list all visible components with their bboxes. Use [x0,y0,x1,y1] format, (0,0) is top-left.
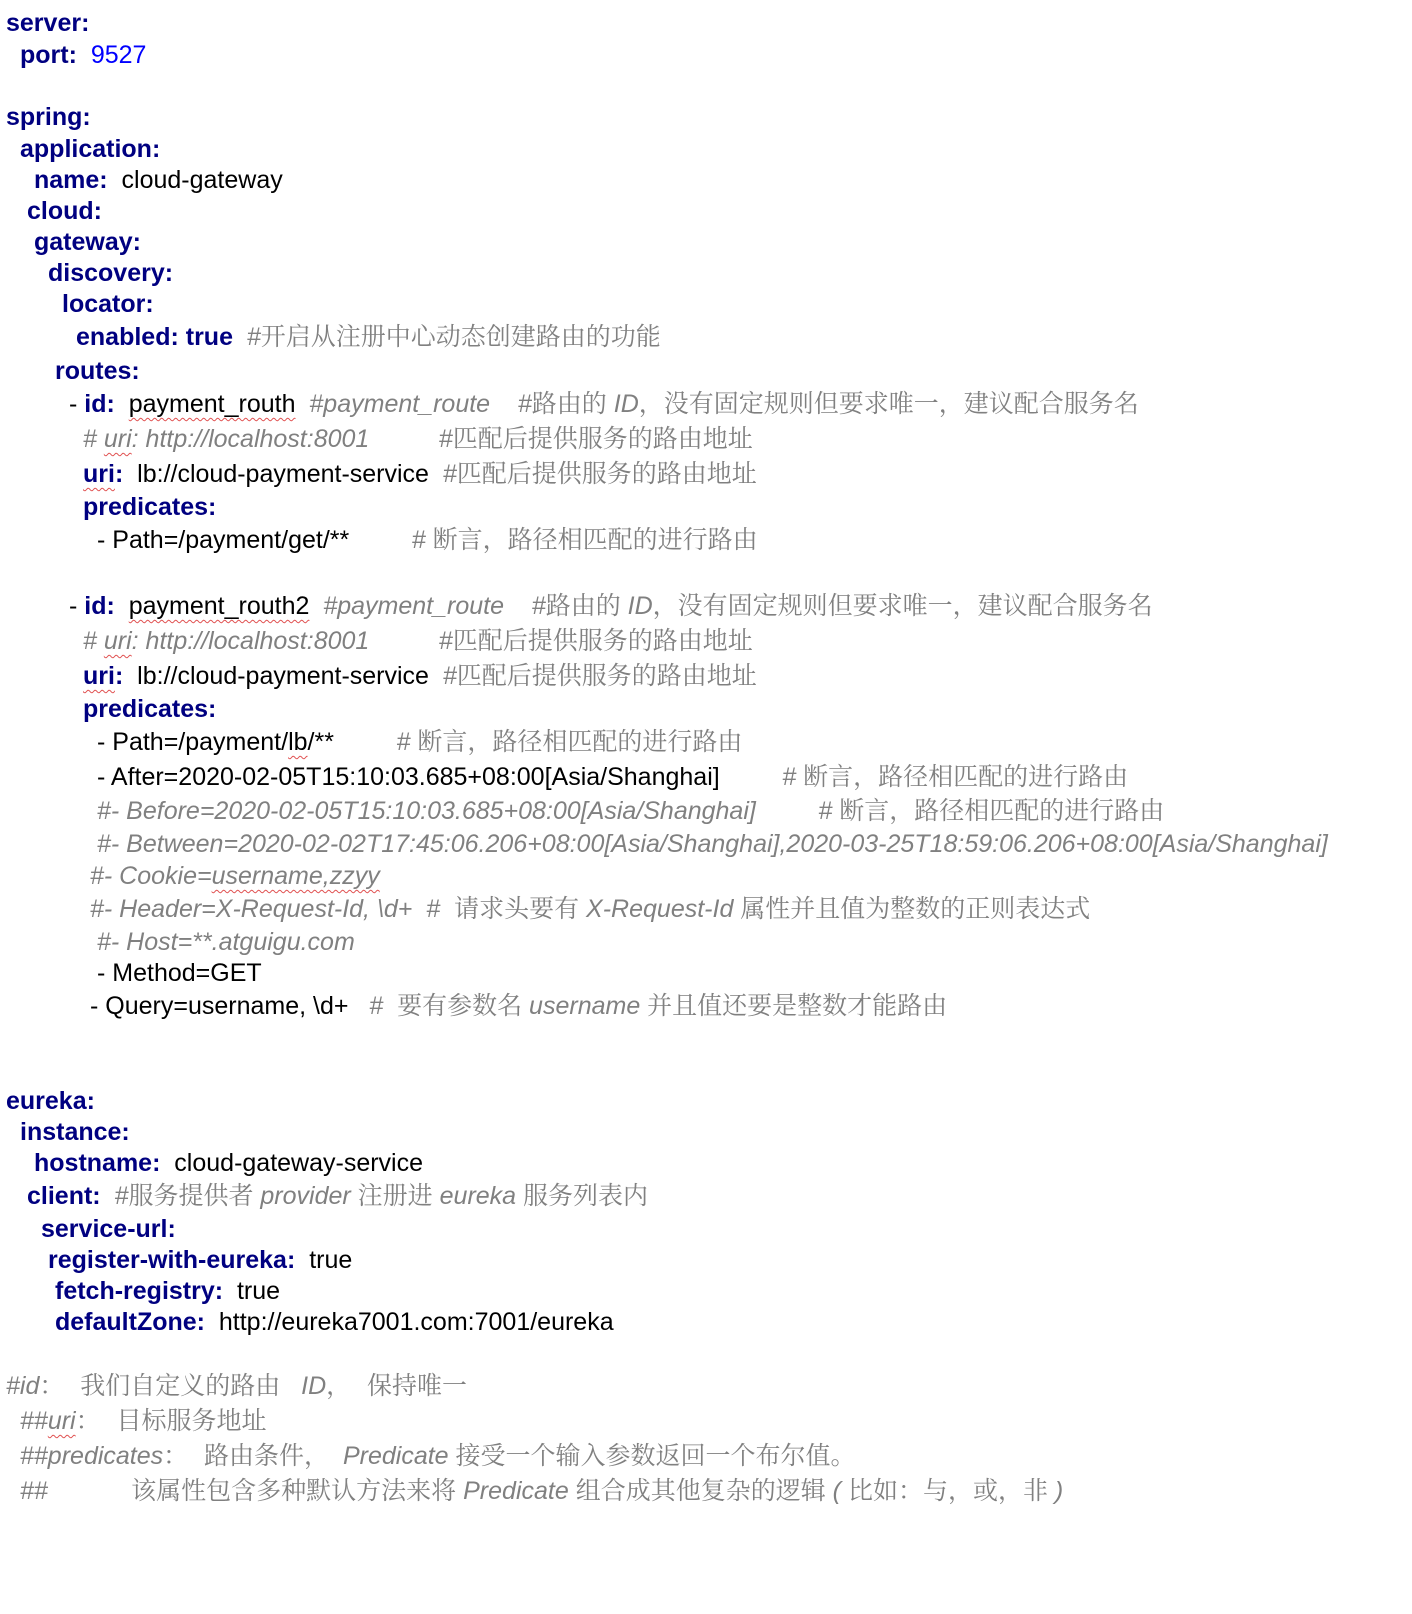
yaml-comment: 组合成其他复杂的逻辑 [575,1476,826,1505]
yaml-value [115,390,129,418]
yaml-value [77,41,91,69]
yaml-comment: #payment_route # [295,390,532,418]
code-line [0,227,141,257]
yaml-comment: ， 保持唯一 [326,1371,468,1400]
code-line [0,1117,130,1147]
yaml-value: cloud-gateway [107,166,283,194]
yaml-key: locator: [62,290,154,318]
code-line [0,991,947,1021]
yaml-comment: # [83,425,104,453]
yaml-key: service-url: [41,1215,176,1243]
yaml-comment: 断言，路径相匹配的进行路由 [417,727,743,756]
yaml-key: port: [20,41,77,69]
code-line [0,829,1328,859]
yaml-comment: ID [606,390,639,418]
yaml-comment: ： 我们自定义的路由 [39,1371,281,1400]
yaml-comment: 注册进 [357,1181,433,1210]
yaml-key: register-with-eureka: [48,1246,296,1274]
code-line [0,322,661,352]
yaml-comment: ## [20,1477,132,1505]
yaml-value: payment_routh [128,390,296,418]
yaml-comment: #- Header=X-Request-Id, \d+ # [90,895,455,923]
code-line [0,492,216,522]
yaml-key: id: [84,390,115,418]
code-line [0,424,753,454]
yaml-comment: 匹配后提供服务的路由地址 [452,626,753,655]
code-line [0,1214,176,1244]
code-line [0,661,757,691]
code-line [0,102,91,132]
yaml-value: lb [288,728,308,756]
yaml-comment: 接受一个输入参数返回一个布尔值。 [455,1441,856,1470]
yaml-comment: : http://localhost:8001 # [131,627,453,655]
yaml-comment: 匹配后提供服务的路由地址 [452,424,753,453]
yaml-value: - [69,592,85,620]
yaml-key: hostname: [34,1149,161,1177]
yaml-value: - Method=GET [97,959,262,987]
code-line [0,861,380,891]
yaml-key: cloud: [27,197,102,225]
yaml-comment: uri [103,425,132,453]
yaml-key: : [114,662,124,690]
code-line [0,1148,423,1178]
yaml-key: server: [6,9,90,37]
yaml-comment: # [369,992,398,1020]
code-line [0,356,140,386]
yaml-comment: : http://localhost:8001 # [131,425,453,453]
yaml-comment: 匹配后提供服务的路由地址 [456,459,757,488]
yaml-value: lb://cloud-payment-service [123,662,443,690]
yaml-comment: 属性并且值为整数的正则表达式 [740,894,1091,923]
yaml-comment: 并且值还要是整数才能路由 [647,991,948,1020]
code-line [0,525,758,555]
yaml-comment: # [782,763,804,791]
yaml-value: lb://cloud-payment-service [123,460,443,488]
yaml-value: http://eureka7001.com:7001/eureka [205,1308,614,1336]
yaml-key: discovery: [48,259,174,287]
yaml-comment: ( [825,1477,848,1505]
yaml-comment: ID [280,1372,327,1400]
yaml-comment: 比如：与，或，非 [847,1476,1048,1505]
yaml-value: true [295,1246,353,1274]
code-line [0,1181,648,1211]
yaml-comment: #- Between=2020-02-02T17:45:06.206+08:00[Asia/Shanghai],2020-03-25T18:59:06.206+08:00[Asia/Shanghai] [97,830,1328,858]
yaml-comment: ##predicates [20,1442,164,1470]
yaml-comment: 路由的 [531,389,607,418]
code-line [0,1086,95,1116]
code-line [0,626,753,656]
yaml-value: cloud-gateway-service [160,1149,424,1177]
yaml-key: uri [83,460,115,488]
yaml-comment: ，没有固定规则但要求唯一，建议配合服务名 [638,389,1139,418]
yaml-comment: # [114,1182,129,1210]
yaml-key: instance: [20,1118,130,1146]
yaml-comment: provider [253,1182,358,1210]
code-line [0,727,742,757]
yaml-comment: ) [1047,1477,1064,1505]
code-line [0,1245,352,1275]
yaml-key: predicates: [83,493,217,521]
code-line [0,958,262,988]
yaml-comment: ## [20,1407,48,1435]
yaml-comment: X-Request-Id [579,895,741,923]
code-line [0,134,160,164]
yaml-comment: 路由的 [545,591,621,620]
yaml-value [233,323,247,351]
yaml-key: gateway: [34,228,141,256]
yaml-key: fetch-registry: [55,1277,224,1305]
yaml-comment: 断言，路径相匹配的进行路由 [803,762,1129,791]
yaml-comment: # [442,460,457,488]
yaml-key: application: [20,135,161,163]
yaml-comment: 断言，路径相匹配的进行路由 [839,796,1165,825]
code-line [0,927,355,957]
yaml-comment: uri [47,1407,76,1435]
yaml-comment: # [246,323,261,351]
yaml-comment: ： 路由条件， [163,1441,330,1470]
yaml-value: 9527 [90,41,147,69]
yaml-comment: #payment_route # [309,592,546,620]
code-line [0,258,173,288]
yaml-value [115,592,129,620]
yaml-comment: ，没有固定规则但要求唯一，建议配合服务名 [652,591,1153,620]
code-line [0,694,216,724]
code-line [0,894,1090,924]
code-line [0,1406,267,1436]
yaml-comment: 服务列表内 [523,1181,649,1210]
yaml-value: - Path=/payment/get/** [97,526,412,554]
yaml-comment: 服务提供者 [128,1181,254,1210]
yaml-comment: Predicate [329,1442,456,1470]
yaml-comment: # [396,728,418,756]
yaml-comment: 开启从注册中心动态创建路由的功能 [260,322,661,351]
yaml-value: payment_routh2 [128,592,310,620]
yaml-key: uri [83,662,115,690]
code-line [0,591,1153,621]
code-line [0,796,1164,826]
yaml-comment: # [442,662,457,690]
code-line [0,1371,467,1401]
yaml-comment: username [522,992,648,1020]
yaml-comment: ： 目标服务地址 [75,1406,267,1435]
yaml-comment: Predicate [456,1477,576,1505]
yaml-key: defaultZone: [55,1308,205,1336]
yaml-comment: # [411,526,433,554]
code-line [0,40,146,70]
code-line [0,389,1139,419]
yaml-comment: ID [620,592,653,620]
yaml-comment: #- Before=2020-02-05T15:10:03.685+08:00[Asia/Shanghai] # [97,797,840,825]
code-line [0,762,1128,792]
yaml-key: enabled: true [76,323,233,351]
yaml-comment: uri [103,627,132,655]
yaml-key: spring: [6,103,91,131]
code-line [0,459,757,489]
yaml-key: client: [27,1182,101,1210]
yaml-key: name: [34,166,108,194]
code-line [0,1476,1063,1506]
code-line [0,1276,280,1306]
yaml-comment: username,zzyy [211,862,380,890]
yaml-value: - Path=/payment/ [97,728,289,756]
yaml-comment: 断言，路径相匹配的进行路由 [432,525,758,554]
yaml-comment: 匹配后提供服务的路由地址 [456,661,757,690]
yaml-key: routes: [55,357,140,385]
yaml-key: id: [84,592,115,620]
code-line [0,1441,856,1471]
yaml-value: /** [307,728,397,756]
yaml-comment: 要有参数名 [397,991,523,1020]
yaml-value [101,1182,115,1210]
yaml-comment: #id [6,1372,40,1400]
yaml-key: : [114,460,124,488]
yaml-key: eureka: [6,1087,95,1115]
code-line [0,8,89,38]
yaml-comment: # [83,627,104,655]
code-line [0,196,102,226]
code-line [0,1307,614,1337]
code-line [0,165,283,195]
yaml-value: true [223,1277,281,1305]
yaml-comment: 请求头要有 [454,894,580,923]
yaml-comment: #- Cookie= [90,862,212,890]
yaml-comment: 该属性包含多种默认方法来将 [131,1476,457,1505]
yaml-comment: eureka [432,1182,524,1210]
yaml-comment: #- Host=**.atguigu.com [97,928,355,956]
yaml-value: - Query=username, \d+ [90,992,370,1020]
yaml-value: - After=2020-02-05T15:10:03.685+08:00[Asia/Shanghai] [97,763,783,791]
code-line [0,289,154,319]
yaml-value: - [69,390,85,418]
yaml-key: predicates: [83,695,217,723]
